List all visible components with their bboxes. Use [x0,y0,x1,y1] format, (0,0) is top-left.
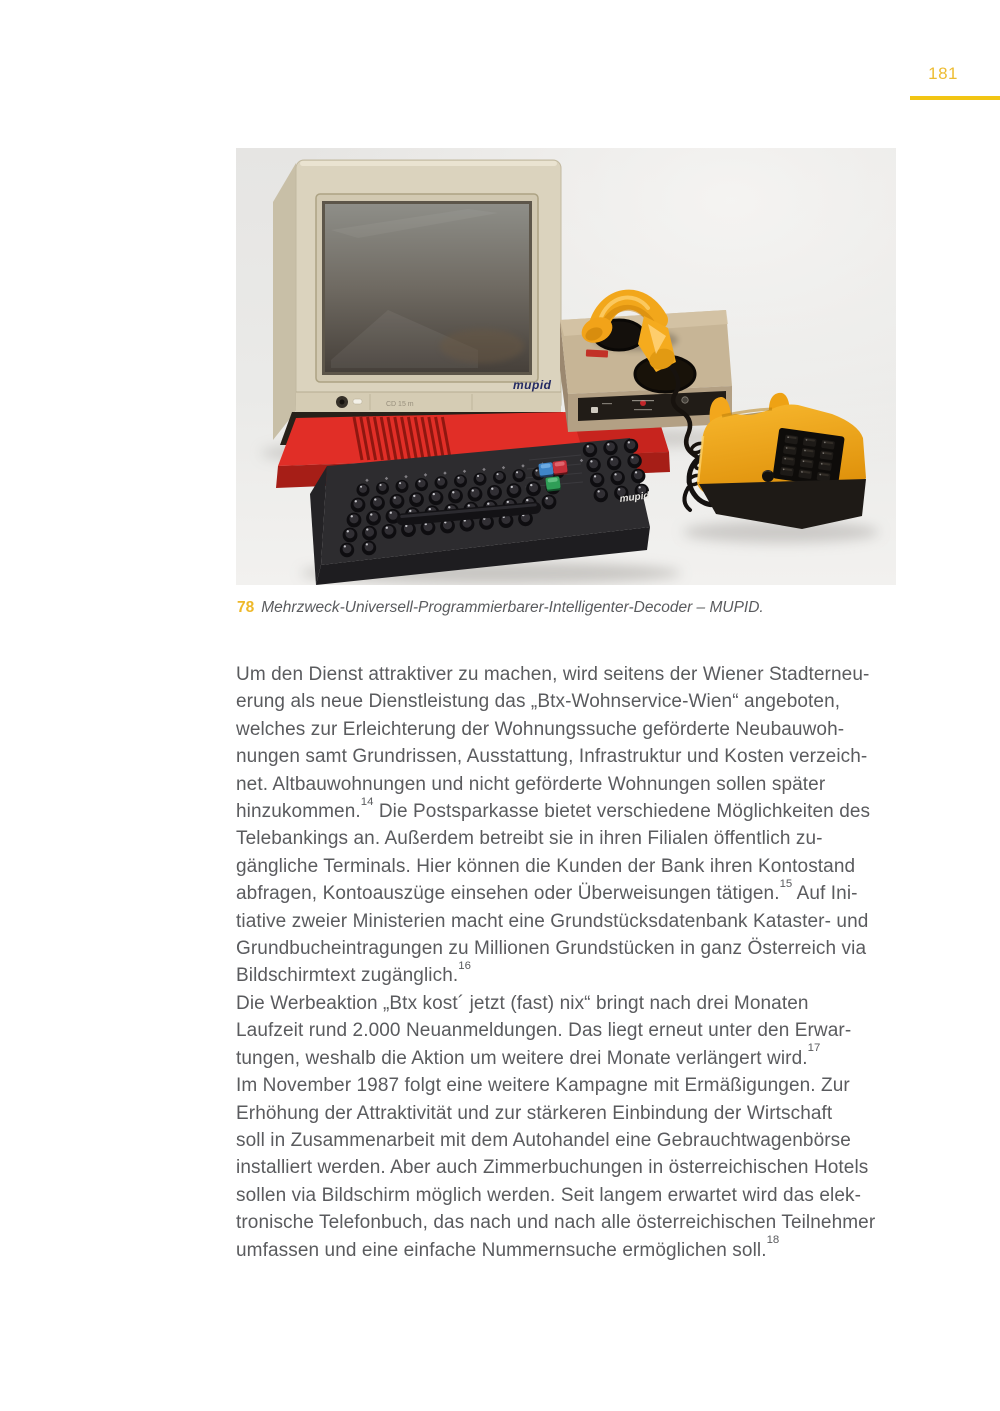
monitor-model-label: CD 15 m [386,401,414,408]
key-blue [538,462,554,478]
caption-number: 78 [237,599,255,616]
body-text [236,661,956,1264]
key-green [545,476,561,492]
monitor-brand-label: mupid [513,378,552,392]
key-red [552,460,568,476]
paragraph: Um den Dienst attraktiver zu machen, wird seitens der Wiener Stadterneu- erung als neue Dienstleistung das „Btx-Wohnservice-Wien“ angeboten, welches zur Erleichterung der Wohnungssuche geförderte Neubauwoh- nungen samt Grundrissen, Ausstattung, Infrastruktur und Kosten verzeich- net. Altbauwohnungen und nicht geförderte Wohnungen sollen später hinzukommen.$^{14}$ Die Postsparkasse bietet verschiedene Möglichkeiten des Telebankings an. Außerdem betreibt sie in ihren Filialen öffentlich zu- gängliche Terminals. Hier können die Kunden der Bank ihren Kontostand abfragen, Kontoauszüge einsehen oder Überweisungen tätigen.$^{15}$ Auf Ini- tiative zweier Ministerien macht eine Grundstücksdatenbank Kataster- und Grundbucheintragungen zu Millionen Grundstücken in ganz Österreich via Bildschirmtext zugänglich.$^{16}$ [236,664,871,987]
monitor [273,160,572,445]
page-number: 181 [928,64,958,83]
paragraph: Im November 1987 folgt eine weitere Kampagne mit Ermäßigungen. Zur Erhöhung der Attraktivität und zur stärkeren Einbindung der Wirtschaft soll in Zusammenarbeit mit dem Autohandel eine Gebrauchtwagenbörse installiert werden. Aber auch Zimmerbuchungen in österreichischen Hotels sollen via Bildschirm möglich werden. Seit langem erwartet wird das elek- tronische Telefonbuch, das nach und nach alle österreichischen Teilnehmer umfassen und eine einfache Nummernsuche ermöglichen soll.$^{18}$ [236,1075,876,1261]
mupid-photo-illustration [236,148,896,585]
figure-photo [236,148,896,585]
figure-caption [237,599,917,617]
caption-text: Mehrzweck-Universell-Programmierbarer-Intelligenter-Decoder – MUPID. [261,599,764,616]
coupler-button-left [591,407,598,413]
paragraph: Die Werbeaktion „Btx kost´ jetzt (fast) nix“ bringt nach drei Monaten Laufzeit rund 2.000 Neuanmeldungen. Das liegt erneut unter den Erwar- tungen, weshalb die Aktion um weitere drei Monate verlängert wird.$^{17}$ [236,992,852,1069]
page-number-rule [910,96,1000,100]
phone-keypad [772,428,844,488]
keyboard-brand-label: mupid [619,490,651,505]
coupler-red-label [586,349,608,357]
